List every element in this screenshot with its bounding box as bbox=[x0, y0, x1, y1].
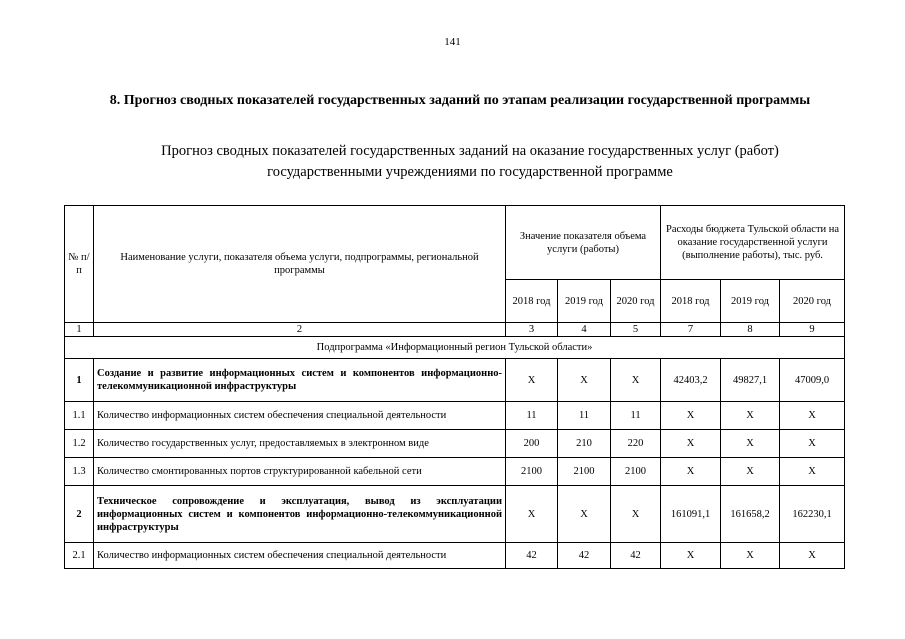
row-num: 2.1 bbox=[65, 543, 94, 569]
row-volume-2020: X bbox=[611, 359, 661, 402]
row-expense-2020: X bbox=[780, 458, 845, 486]
row-num: 1.3 bbox=[65, 458, 94, 486]
column-number-row bbox=[65, 323, 845, 337]
row-name: Создание и развитие информационных систем и компонентов информационно-телекоммуникационной инфраструктуры bbox=[94, 359, 506, 402]
row-num: 1.2 bbox=[65, 430, 94, 458]
row-name: Техническое сопровождение и эксплуатация, вывод из эксплуатации информационных систем и компонентов информационно-телекоммуникационной инфраструктуры bbox=[94, 486, 506, 543]
row-num: 1.1 bbox=[65, 402, 94, 430]
header-expense-2019: 2019 год bbox=[721, 280, 780, 323]
table-row bbox=[65, 458, 845, 486]
table-row bbox=[65, 486, 845, 543]
column-number: 9 bbox=[780, 323, 845, 337]
column-number: 4 bbox=[558, 323, 611, 337]
row-volume-2019: X bbox=[558, 486, 611, 543]
row-expense-2018: 161091,1 bbox=[661, 486, 721, 543]
row-expense-2019: 161658,2 bbox=[721, 486, 780, 543]
row-num: 1 bbox=[65, 359, 94, 402]
table-row bbox=[65, 402, 845, 430]
header-expense-2020: 2020 год bbox=[780, 280, 845, 323]
table-subtitle: Прогноз сводных показателей государственных заданий на оказание государственных услуг (работ) государственными учреждениями по государственной программе bbox=[161, 143, 779, 180]
column-number: 8 bbox=[721, 323, 780, 337]
row-name: Количество смонтированных портов структурированной кабельной сети bbox=[94, 458, 506, 486]
header-volume-2018: 2018 год bbox=[506, 280, 558, 323]
header-expense-group: Расходы бюджета Тульской области на оказание государственной услуги (выполнение работы), тыс. руб. bbox=[661, 206, 845, 280]
row-expense-2020: 162230,1 bbox=[780, 486, 845, 543]
row-volume-2018: 200 bbox=[506, 430, 558, 458]
row-volume-2020: 220 bbox=[611, 430, 661, 458]
header-name: Наименование услуги, показателя объема услуги, подпрограммы, региональной программы bbox=[94, 206, 506, 323]
column-number: 2 bbox=[94, 323, 506, 337]
header-num: № п/п bbox=[65, 206, 94, 323]
row-num: 2 bbox=[65, 486, 94, 543]
row-expense-2018: X bbox=[661, 543, 721, 569]
row-volume-2020: 11 bbox=[611, 402, 661, 430]
row-expense-2019: X bbox=[721, 543, 780, 569]
row-volume-2019: 11 bbox=[558, 402, 611, 430]
forecast-table bbox=[64, 205, 845, 569]
row-expense-2018: X bbox=[661, 458, 721, 486]
table-row bbox=[65, 430, 845, 458]
row-volume-2018: 42 bbox=[506, 543, 558, 569]
row-volume-2018: 2100 bbox=[506, 458, 558, 486]
row-expense-2020: X bbox=[780, 543, 845, 569]
row-volume-2020: 2100 bbox=[611, 458, 661, 486]
row-expense-2020: 47009,0 bbox=[780, 359, 845, 402]
column-number: 1 bbox=[65, 323, 94, 337]
row-volume-2019: 2100 bbox=[558, 458, 611, 486]
row-volume-2018: X bbox=[506, 486, 558, 543]
subprogram-row: Подпрограмма «Информационный регион Тульской области» bbox=[65, 337, 845, 359]
header-volume-group: Значение показателя объема услуги (работы) bbox=[506, 206, 661, 280]
header-volume-2019: 2019 год bbox=[558, 280, 611, 323]
row-expense-2020: X bbox=[780, 430, 845, 458]
row-volume-2020: X bbox=[611, 486, 661, 543]
row-expense-2019: X bbox=[721, 458, 780, 486]
row-volume-2020: 42 bbox=[611, 543, 661, 569]
row-expense-2019: X bbox=[721, 402, 780, 430]
header-volume-2020: 2020 год bbox=[611, 280, 661, 323]
row-expense-2020: X bbox=[780, 402, 845, 430]
section-title: 8. Прогноз сводных показателей государственных заданий по этапам реализации государственной программы bbox=[109, 93, 811, 108]
table-row bbox=[65, 359, 845, 402]
column-number: 5 bbox=[611, 323, 661, 337]
page-number: 141 bbox=[444, 36, 461, 48]
header-expense-2018: 2018 год bbox=[661, 280, 721, 323]
column-number: 7 bbox=[661, 323, 721, 337]
column-number: 3 bbox=[506, 323, 558, 337]
row-expense-2018: X bbox=[661, 430, 721, 458]
row-expense-2018: 42403,2 bbox=[661, 359, 721, 402]
row-volume-2018: 11 bbox=[506, 402, 558, 430]
row-name: Количество государственных услуг, предоставляемых в электронном виде bbox=[94, 430, 506, 458]
row-name: Количество информационных систем обеспечения специальной деятельности bbox=[94, 402, 506, 430]
row-expense-2019: X bbox=[721, 430, 780, 458]
row-expense-2019: 49827,1 bbox=[721, 359, 780, 402]
row-volume-2019: 210 bbox=[558, 430, 611, 458]
row-name: Количество информационных систем обеспечения специальной деятельности bbox=[94, 543, 506, 569]
row-expense-2018: X bbox=[661, 402, 721, 430]
table-row bbox=[65, 543, 845, 569]
row-volume-2019: 42 bbox=[558, 543, 611, 569]
row-volume-2018: X bbox=[506, 359, 558, 402]
row-volume-2019: X bbox=[558, 359, 611, 402]
